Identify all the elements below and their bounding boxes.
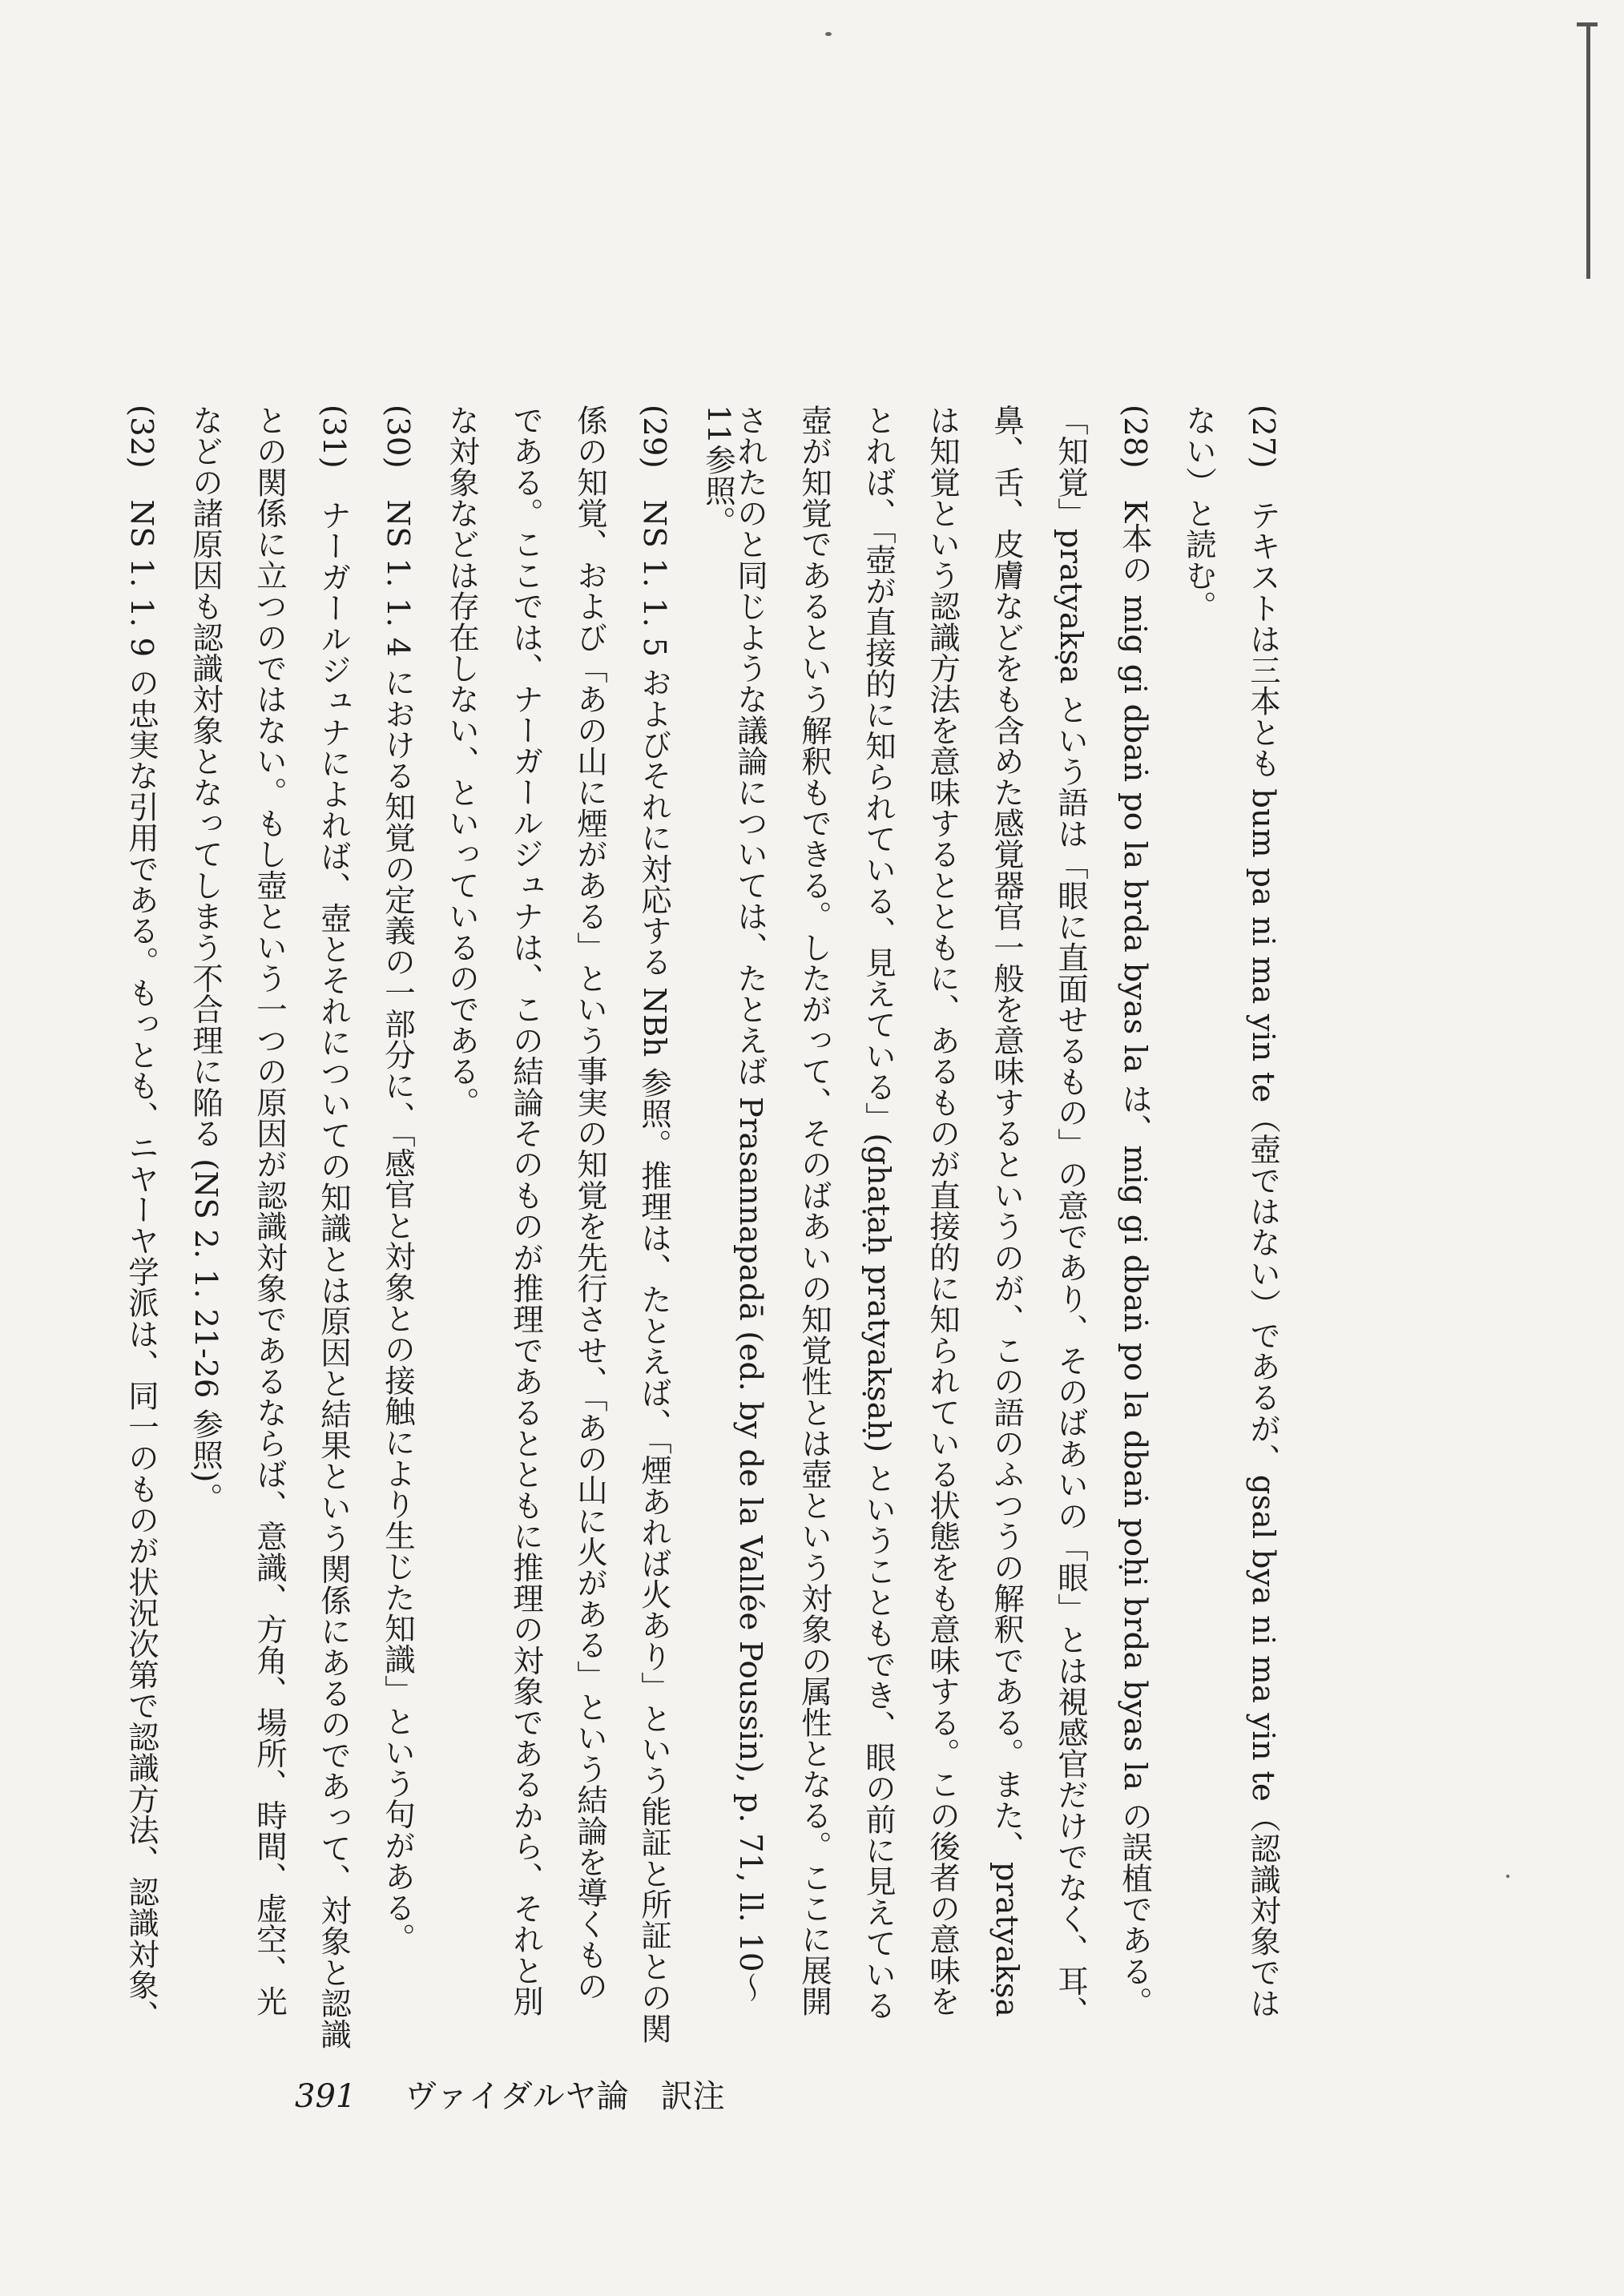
page-footer [295,2071,725,2117]
scan-speck [1506,1875,1509,1878]
note-32-line-1: (32) NS 1. 1. 9 の忠実な引用である。もっとも、ニヤーヤ学派は、同一のものが状況次第で認識方法、認識対象、 [123,405,159,2032]
page-edge-tick [1577,22,1598,26]
note-28-line-2: 「知覚」pratyakṣa という語は「眼に直面せるもの」の意であり、そのばあいの「眼」とは視感官だけでなく、耳、 [1053,405,1089,2028]
scan-speck [825,32,832,36]
note-28-line-8: 11参照。 [700,405,736,538]
note-29-line-2: 係の知覚、および「あの山に煙がある」という事実の知覚を先行させ、「あの山に火がある」という結論を導くもの [572,405,608,2002]
note-29-line-4: な対象などは存在しない、といっているのである。 [444,405,480,1118]
note-29-line-1: (29) NS 1. 1. 5 およびそれに対応する NBh 参照。推理は、たとえば、「煙あれば火あり」という能証と所証との関 [636,405,672,2044]
note-28-line-4: は知覚という認識方法を意味するとともに、あるものが直接的に知られている状態をも意味する。この後者の意味を [925,405,961,2017]
note-31-line-2: との関係に立つのではない。もし壺という一つの原因が認識対象であるならば、意識、方角、場所、時間、虚空、光 [252,405,288,2017]
note-27-line-1: (27) テキストは三本とも bum pa ni ma yin te（壺ではない）であるが、gsal bya ni ma yin te（認識対象では [1245,405,1281,2019]
note-31-line-3: などの諸原因も認識対象となってしまう不合理に陥る (NS 2. 1. 21-26 参照)。 [187,405,224,1514]
note-27-line-2: ない）と読む。 [1181,405,1217,622]
running-title: ヴァイダルヤ論 訳注 [405,2078,725,2115]
page-number: 391 [295,2078,357,2115]
page-edge-mark [1586,22,1590,279]
note-29-line-3: である。ここでは、ナーガールジュナは、この結論そのものが推理であるとともに推理の対象であるから、それと別 [508,405,544,2017]
note-28-line-7: されたのと同じような議論については、たとえば Prasannapadā (ed. by de la Vallée Poussin), p. 71, ll. 10～ [732,405,768,2004]
note-30-line-1: (30) NS 1. 1. 4 における知覚の定義の一部分に、「感官と対象との接触により生じた知識」という句がある。 [380,405,416,1954]
note-28-line-3: 鼻、舌、皮膚などをも含めた感覚器官一般を意味するというのが、この語のふつうの解釈である。また、pratyakṣa [989,405,1025,2017]
note-28-line-5: とれば、「壺が直接的に知られている、見えている」(ghaṭaḥ pratyakṣaḥ) ということもでき、眼の前に見えている [860,405,897,2021]
note-28-line-6: 壺が知覚であるという解釈もできる。したがって、そのばあいの知覚性とは壺という対象の属性となる。ここに展開 [796,405,832,2017]
note-31-line-1: (31) ナーガールジュナによれば、壺とそれについての知識とは原因と結果という関係にあるのであって、対象と認識 [316,405,352,2050]
note-28-line-1: (28) K本の mig gi dbaṅ po la brda byas la は、mig gi dbaṅ po la dbaṅ poḥi brda byas la の誤植である。 [1117,405,1153,2018]
